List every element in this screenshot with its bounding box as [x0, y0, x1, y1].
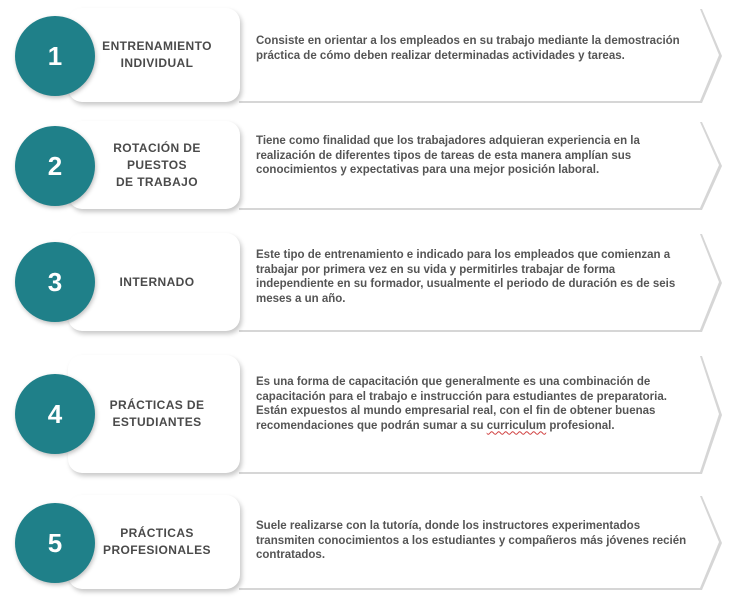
step-2-number-circle — [15, 126, 95, 206]
step-4-description-end: profesional. — [546, 419, 615, 432]
step-1-title: ENTRENAMIENTO INDIVIDUAL — [102, 39, 212, 70]
step-3-number: 3 — [47, 266, 63, 297]
step-3-title: INTERNADO — [119, 274, 195, 289]
step-4-description-text: Es una forma de capacitación que generalmente es una combinación de capacitación para el trabajo e instrucción para estudiantes de preparatoria. Están expuestos al mundo empresarial real, con el fin de obtener buenas recomendaciones que podrán sumar a su — [256, 376, 667, 432]
step-1-number: 1 — [47, 40, 63, 71]
step-2 — [0, 121, 739, 209]
step-3-description: Este tipo de entrenamiento e indicado para los empleados que comienzan a trabajar por primera vez en su vida y permitirles trabajar de forma independiente en su formador, usualmente el periodo de duración es de seis meses a un año. — [256, 249, 676, 305]
step-1-number-circle — [15, 16, 95, 96]
step-1-description: Consiste en orientar a los empleados en su trabajo mediante la demostración práctica de cómo deben realizar determinadas actividades y tareas. — [256, 35, 680, 62]
step-5 — [0, 495, 739, 589]
step-2-description: Tiene como finalidad que los trabajadores adquieran experiencia en la realización de diferentes tipos de tareas de esta manera amplían sus conocimientos y expectativas para una mejor posición laboral. — [256, 135, 640, 176]
step-1 — [0, 8, 739, 102]
step-4 — [0, 355, 739, 473]
step-5-description: Suele realizarse con la tutoría, donde los instructores experimentados transmiten conocimientos a los estudiantes y compañeros más jóvenes recién contratados. — [256, 520, 687, 561]
step-2-number: 2 — [47, 150, 63, 181]
step-4-number-circle — [15, 374, 95, 454]
step-4-number: 4 — [47, 398, 63, 429]
step-2-title: ROTACIÓN DE PUESTOS DE TRABAJO — [113, 140, 201, 189]
step-4-title: PRÁCTICAS DE ESTUDIANTES — [109, 398, 205, 429]
step-4-description — [256, 375, 693, 433]
step-5-number: 5 — [47, 527, 63, 558]
step-5-number-circle — [15, 503, 95, 583]
step-3-number-circle — [15, 242, 95, 322]
step-3 — [0, 233, 739, 331]
spellcheck-flagged-word[interactable]: curriculum — [486, 419, 547, 432]
step-5-title: PRÁCTICAS PROFESIONALES — [103, 526, 211, 557]
